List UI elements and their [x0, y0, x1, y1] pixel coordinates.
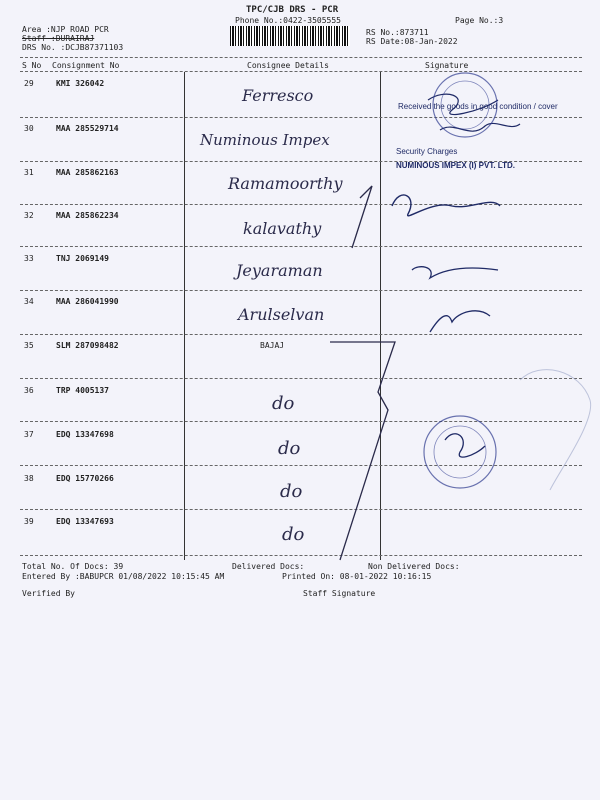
header-bottom-rule: [20, 71, 582, 72]
row-consignment: SLM 287098482: [56, 341, 119, 350]
document-title: TPC/CJB DRS - PCR: [246, 5, 339, 15]
row-divider: [20, 334, 582, 335]
row-consignee: do: [282, 524, 305, 545]
row-consignment: MAA 285862234: [56, 211, 119, 220]
row-consignee: do: [280, 481, 303, 502]
round-stamp: [424, 416, 496, 488]
row-consignee: Numinous Impex: [200, 131, 330, 149]
row-sno: 29: [24, 79, 34, 88]
row-consignment: KMI 326042: [56, 79, 105, 88]
bracket-stroke: [330, 342, 395, 560]
signature-scribble: [445, 434, 485, 457]
row-sno: 33: [24, 254, 34, 263]
row-consignee: kalavathy: [243, 219, 322, 238]
page-number: Page No.:3: [455, 16, 504, 25]
row-sno: 30: [24, 124, 34, 133]
col-sno: S No: [22, 61, 42, 70]
delivered-docs: Delivered Docs:: [232, 562, 305, 571]
row-consignee: do: [278, 438, 301, 459]
row-divider: [20, 246, 582, 247]
row-sno: 31: [24, 168, 34, 177]
drs-number: DRS No. :DCJB87371103: [22, 43, 124, 52]
row-sno: 38: [24, 474, 34, 483]
row-consignee: Ramamoorthy: [228, 174, 343, 193]
signature-scribble: [430, 311, 490, 332]
company-stamp-text: NUMINOUS IMPEX (I) PVT. LTD.: [396, 161, 515, 170]
consignee-right-border: [380, 72, 381, 560]
verified-by: Verified By: [22, 589, 75, 598]
consignee-left-border: [184, 72, 185, 560]
entered-by: Entered By :BABUPCR 01/08/2022 10:15:45 AM: [22, 572, 225, 581]
row-divider: [20, 378, 582, 379]
row-sno: 34: [24, 297, 34, 306]
row-consignee: do: [272, 393, 295, 414]
rs-date: RS Date:08-Jan-2022: [366, 37, 458, 46]
staff-name: Staff :DURAIRAJ: [22, 34, 95, 43]
row-consignment: EDQ 13347698: [56, 430, 114, 439]
barcode: [230, 26, 350, 46]
security-stamp-text: Security Charges: [396, 147, 458, 156]
row-consignee: Jeyaraman: [236, 261, 323, 280]
row-consignee: Ferresco: [242, 86, 314, 105]
row-consignee: Arulselvan: [238, 305, 325, 324]
signature-scribble: [412, 267, 498, 278]
row-consignment: MAA 285529714: [56, 124, 119, 133]
signature-scribble: [392, 195, 500, 216]
row-consignment: MAA 286041990: [56, 297, 119, 306]
faint-scribble: [520, 370, 591, 490]
row-sno: 39: [24, 517, 34, 526]
row-sno: 32: [24, 211, 34, 220]
col-consignee: Consignee Details: [247, 61, 329, 70]
row-divider: [20, 509, 582, 510]
row-sno: 37: [24, 430, 34, 439]
received-stamp-text: Received the goods in good condition / cover: [398, 102, 558, 111]
col-consignment: Consignment No: [52, 61, 120, 70]
row-divider: [20, 421, 582, 422]
staff-signature: Staff Signature: [303, 589, 376, 598]
row-sno: 35: [24, 341, 34, 350]
row-consignee: BAJAJ: [260, 341, 285, 350]
col-signature: Signature: [425, 61, 469, 70]
row-consignment: MAA 285862163: [56, 168, 119, 177]
header-top-rule: [20, 57, 582, 58]
bracket-stroke: [352, 186, 372, 248]
total-docs: Total No. Of Docs: 39: [22, 562, 124, 571]
non-delivered-docs: Non Delivered Docs:: [368, 562, 460, 571]
row-divider: [20, 555, 582, 556]
row-divider: [20, 465, 582, 466]
row-divider: [20, 290, 582, 291]
printed-on: Printed On: 08-01-2022 10:16:15: [282, 572, 432, 581]
row-consignment: EDQ 13347693: [56, 517, 114, 526]
signature-scribble: [440, 123, 520, 131]
row-divider: [20, 117, 582, 118]
area: Area :NJP ROAD PCR: [22, 25, 109, 34]
round-stamp: [434, 426, 486, 478]
phone-number: Phone No.:0422-3505555: [235, 16, 341, 25]
rs-number: RS No.:873711: [366, 28, 429, 37]
row-consignment: TNJ 2069149: [56, 254, 109, 263]
row-divider: [20, 204, 582, 205]
row-consignment: TRP 4005137: [56, 386, 109, 395]
row-consignment: EDQ 15770266: [56, 474, 114, 483]
row-sno: 36: [24, 386, 34, 395]
